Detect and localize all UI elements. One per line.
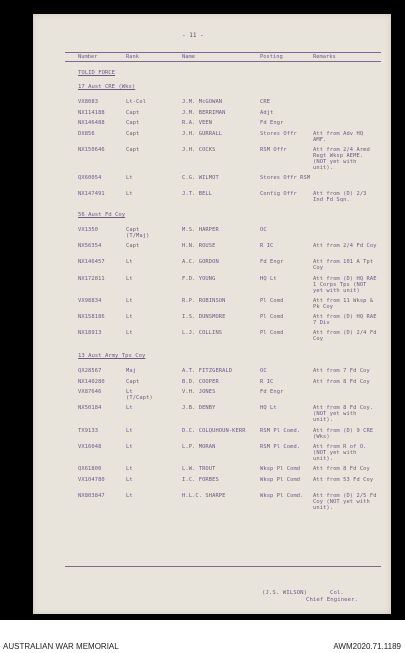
cell-remarks: Att from (D) 9 CRE (Wks) [313,427,374,440]
cell-name: D.C. COLQUHOUN-KERR [182,427,246,434]
cell-posting: RSM Pl Comd. [260,443,301,450]
cell-name: F.D. YOUNG [182,275,216,282]
cell-posting: Wksp Pl Comd. [260,492,304,499]
page-number: - 11 - [182,32,204,39]
cell-rank: Capt (T/Maj) [126,227,150,239]
cell-posting: Pl Comd [260,330,284,337]
force-title: TOLID FORCE [78,70,116,76]
cell-posting: Adjt [260,109,274,116]
archive-footer [0,620,405,653]
cell-rank: Lt [126,175,133,182]
cell-rank: Lt [126,492,133,499]
cell-name: V.H. JONES [182,389,216,395]
cell-number: VX16048 [78,443,102,450]
cell-remarks: Att from 8 Fd Coy. (NOT yet with unit). [313,405,374,424]
cell-posting: Fd Engr [260,120,284,126]
cell-posting: Pl Comd [260,297,284,304]
cell-number: DX856 [78,130,95,137]
cell-name: R.A. VEEN [182,120,213,126]
cell-remarks: Att from (D) 2/4 Fd Coy [313,330,377,343]
cell-remarks: Att from 101 A Tpt Coy [313,259,374,272]
header-rule-top [65,52,381,53]
cell-number: NX140280 [78,378,105,385]
cell-number: NX803847 [78,492,105,499]
cell-rank: Capt [126,120,140,126]
cell-number: NX56354 [78,243,102,250]
cell-name: H.L.C. SHARPE [182,492,226,499]
cell-number: QX61800 [78,466,102,472]
footer-accession: AWM2020.71.1189 [333,642,401,651]
col-name: Name [182,54,195,60]
cell-name: I.S. DUNSMORE [182,314,226,321]
cell-posting: Wksp Pl Comd [260,476,301,483]
cell-number: VX1350 [78,227,99,233]
cell-posting: Config Offr [260,191,297,198]
cell-remarks: Att from 2/4 Armd Regt Wksp AEME. (NOT yet with unit). [313,146,370,171]
signature-title: Chief Engineer. [306,597,359,603]
cell-rank: Capt [126,109,140,116]
cell-remarks: Att from 8 Fd Coy [313,466,370,472]
cell-rank: Lt [126,476,133,483]
cell-posting: HQ Lt [260,405,277,412]
cell-name: J.H. GURRALL [182,130,223,137]
signature-rank: Col. [330,590,344,596]
cell-rank: Lt [126,259,133,266]
cell-rank: Lt (T/Capt) [126,389,153,401]
cell-name: A.C. GORDON [182,259,219,266]
cell-name: J.B. DENBY [182,405,216,412]
cell-name: L.W. TROUT [182,466,216,472]
cell-number: VX87646 [78,389,102,395]
cell-remarks: Att from R of O. (NOT yet with unit). [313,443,367,462]
cell-rank: Maj [126,368,137,374]
signature-name: (J.S. WILSON) [262,590,308,596]
cell-remarks: Att from 53 Fd Coy [313,476,374,483]
cell-posting: HQ Lt [260,275,277,282]
cell-name: J.T. BELL [182,191,213,198]
cell-name: J.H. COCKS [182,146,216,153]
cell-posting: CRE [260,99,271,105]
cell-number: NX50184 [78,405,102,412]
cell-rank: Lt [126,275,133,282]
cell-name: L.J. COLLINS [182,330,223,337]
cell-posting: R IC [260,378,274,385]
cell-number: NX150646 [78,146,105,153]
cell-rank: Lt [126,191,133,198]
cell-posting: RSM Offr [260,146,287,153]
cell-rank: Lt [126,405,133,412]
cell-remarks: Att from 11 Wksp & Pk Coy [313,297,374,310]
cell-posting: Pl Comd [260,314,284,321]
cell-name: I.C. FORBES [182,476,219,483]
cell-rank: Lt [126,297,133,304]
cell-number: VX98834 [78,297,102,304]
cell-name: C.G. WILMOT [182,175,219,182]
cell-number: NX158186 [78,314,105,321]
cell-rank: Capt [126,146,140,153]
footer-institution: AUSTRALIAN WAR MEMORIAL [3,642,119,651]
cell-rank: Capt [126,378,140,385]
cell-name: R.P. ROBINSON [182,297,226,304]
col-remarks: Remarks [313,54,336,60]
cell-posting: OC [260,227,267,233]
cell-rank: Lt [126,443,133,450]
cell-posting: Stores Offr RSM [260,175,311,182]
cell-number: NX147491 [78,191,105,198]
section-title: 56 Aust Fd Coy [78,212,126,218]
cell-posting: OC [260,368,267,374]
cell-remarks: Att from 8 Fd Coy [313,378,370,385]
cell-name: A.T. FITZGERALD [182,368,233,374]
cell-remarks: Att from Adv HQ AMF. [313,130,364,143]
cell-posting: Wksp Pl Comd [260,466,301,472]
cell-posting: Fd Engr [260,259,284,266]
bottom-rule [65,566,381,567]
cell-posting: RSM Pl Comd. [260,427,301,434]
cell-name: J.M. BERRIMAN [182,109,226,116]
cell-number: NX114188 [78,109,105,116]
cell-remarks: Att from 7 Fd Coy [313,368,370,374]
cell-number: NX146488 [78,120,105,126]
cell-remarks: Att from (D) 2/3 Ind Fd Sqn. [313,191,367,204]
cell-number: NX172811 [78,275,105,282]
section-title: 17 Aust CRE (Wks) [78,84,136,90]
cell-posting: Stores Offr [260,130,297,137]
cell-rank: Capt [126,130,140,137]
cell-name: M.S. HARPER [182,227,219,233]
cell-number: QX28567 [78,368,102,374]
col-posting: Posting [260,54,283,60]
cell-number: NX146457 [78,259,105,266]
cell-rank: Lt-Col [126,99,147,105]
cell-remarks: Att from (D) HQ RAE 1 Corps Tps (NOT yet with unit) [313,275,377,294]
cell-remarks: Att from 2/4 Fd Coy [313,243,377,250]
header-rule-bottom [65,61,381,62]
col-number: Number [78,54,98,60]
cell-rank: Lt [126,330,133,337]
cell-number: NX18913 [78,330,102,337]
cell-posting: Fd Engr [260,389,284,395]
cell-number: QX60054 [78,175,102,182]
col-rank: Rank [126,54,139,60]
cell-remarks: Att from (D) HQ RAE 7 Div [313,314,377,327]
cell-rank: Lt [126,466,133,472]
cell-number: VX8083 [78,99,99,105]
cell-remarks: Att from (D) 2/5 Fd Coy (NOT yet with unit). [313,492,377,511]
cell-name: L.P. MORAN [182,443,216,450]
section-title: 13 Aust Army Tps Coy [78,353,146,359]
cell-rank: Lt [126,427,133,434]
cell-posting: R IC [260,243,274,250]
cell-number: TX9133 [78,427,99,434]
cell-rank: Lt [126,314,133,321]
cell-name: H.N. ROUSE [182,243,216,250]
cell-number: VX104780 [78,476,105,483]
cell-name: B.D. COOPER [182,378,219,385]
cell-rank: Capt [126,243,140,250]
cell-name: J.M. McGOWAN [182,99,223,105]
